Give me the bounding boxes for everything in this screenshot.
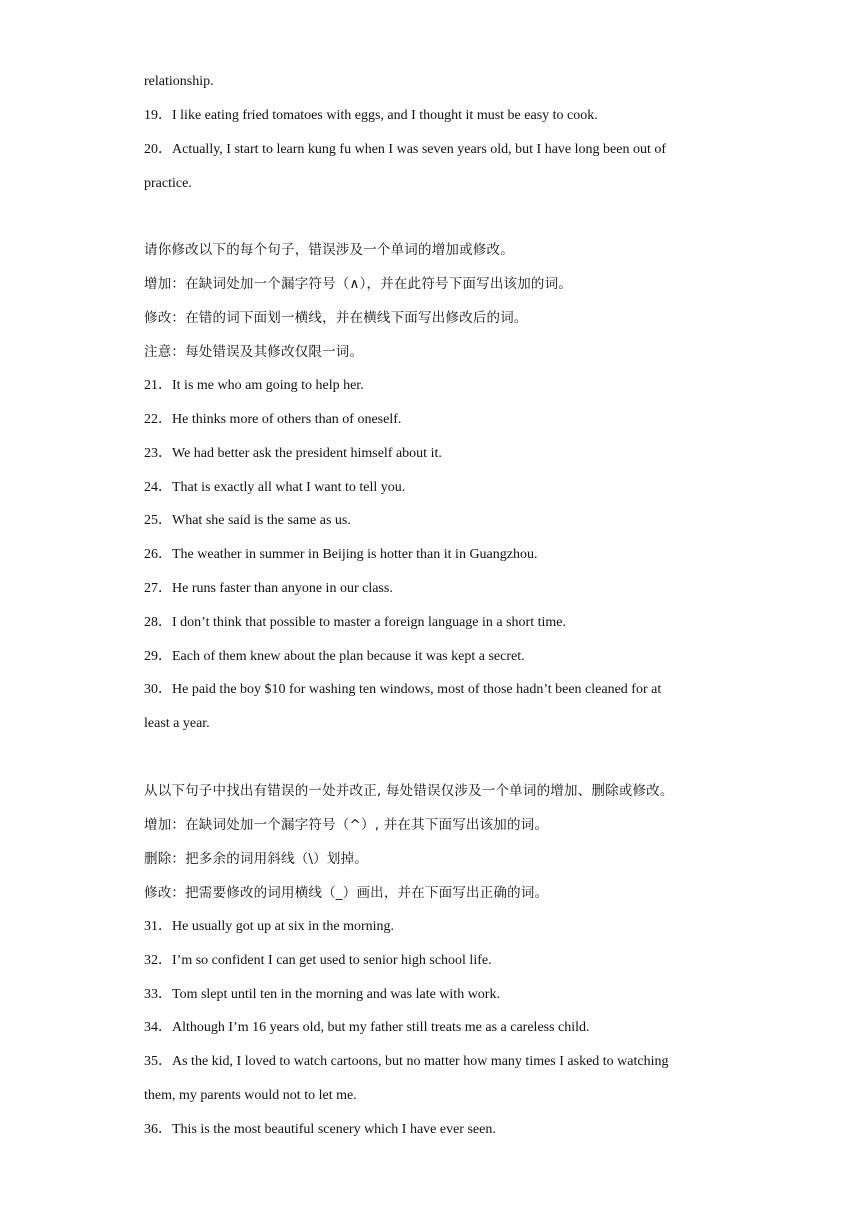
sentence-line: 20．Actually, I start to learn kung fu when I was seven years old, but I have long been out of	[144, 142, 667, 157]
sentence-line: 23．We had better ask the president himself about it.	[144, 446, 442, 461]
sentence-line: 24．That is exactly all what I want to tell you.	[144, 480, 406, 495]
sentence-line: 31．He usually got up at six in the morning.	[144, 919, 395, 934]
sentence-line: 34．Although I’m 16 years old, but my father still treats me as a careless child.	[144, 1020, 590, 1035]
sentence-line: 25．What she said is the same as us.	[144, 513, 351, 528]
sentence-line: 33．Tom slept until ten in the morning and was late with work.	[144, 987, 500, 1002]
sentence-line: 35．As the kid, I loved to watch cartoons, but no matter how many times I asked to watching	[144, 1054, 669, 1069]
rule-modify: 修改：把需要修改的词用横线（_）画出，并在下面写出正确的词。	[144, 885, 549, 901]
sentence-line: 29．Each of them knew about the plan because it was kept a secret.	[144, 649, 525, 664]
sentence-line: practice.	[144, 176, 192, 191]
sentence-line: 21．It is me who am going to help her.	[144, 378, 364, 393]
section-instruction: 从以下句子中找出有错误的一处并改正, 每处错误仅涉及一个单词的增加、删除或修改。	[144, 783, 674, 799]
rule-add: 增加：在缺词处加一个漏字符号（^）, 并在其下面写出该加的词。	[144, 817, 549, 833]
sentence-line: 36．This is the most beautiful scenery which I have ever seen.	[144, 1122, 496, 1137]
rule-note: 注意：每处错误及其修改仅限一词。	[144, 344, 364, 360]
sentence-line: 28．I don’t think that possible to master a foreign language in a short time.	[144, 615, 566, 630]
sentence-line: 32．I’m so confident I can get used to senior high school life.	[144, 953, 492, 968]
rule-add: 增加：在缺词处加一个漏字符号（∧），并在此符号下面写出该加的词。	[144, 276, 573, 292]
sentence-line: them, my parents would not to let me.	[144, 1088, 357, 1103]
rule-modify: 修改：在错的词下面划一横线，并在横线下面写出修改后的词。	[144, 310, 528, 326]
sentence-line: 19．I like eating fried tomatoes with eggs, and I thought it must be easy to cook.	[144, 108, 598, 123]
sentence-line: 27．He runs faster than anyone in our class.	[144, 581, 393, 596]
sentence-line: relationship.	[144, 74, 214, 89]
sentence-line: 22．He thinks more of others than of oneself.	[144, 412, 402, 427]
sentence-line: 26．The weather in summer in Beijing is hotter than it in Guangzhou.	[144, 547, 538, 562]
rule-delete: 删除：把多余的词用斜线（\）划掉。	[144, 851, 368, 867]
sentence-line: least a year.	[144, 716, 210, 731]
sentence-line: 30．He paid the boy $10 for washing ten windows, most of those hadn’t been cleaned for at	[144, 682, 662, 697]
section-instruction: 请你修改以下的每个句子，错误涉及一个单词的增加或修改。	[144, 242, 514, 258]
